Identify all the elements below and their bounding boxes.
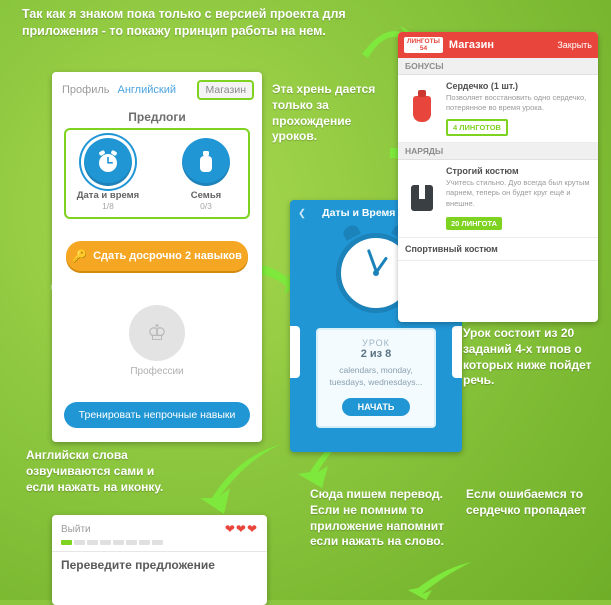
arrow-to-hearts	[406, 560, 476, 600]
lesson-words: calendars, monday, tuesdays, wednesdays...	[329, 365, 423, 387]
divider	[52, 551, 267, 552]
phone-shop	[398, 32, 598, 322]
exit-button[interactable]: Выйти	[61, 523, 91, 535]
tab-english[interactable]: Английский	[117, 84, 176, 96]
professions-block[interactable]	[52, 305, 262, 377]
side-tab-right	[452, 326, 462, 378]
intro-note: Так как я знаком пока только с версией проекта для приложения - то покажу принцип работы на нем.	[22, 7, 346, 38]
heart-icon: ❤❤❤	[224, 522, 258, 536]
key-icon: 🔑	[72, 249, 88, 263]
potion-icon	[405, 81, 439, 136]
chevron-left-icon[interactable]: ❮	[298, 207, 306, 219]
callout-translate: Сюда пишем перевод. Если не помним то приложение напомнит если нажать на слово.	[310, 487, 444, 549]
shop-item-next[interactable]	[398, 238, 598, 261]
shop-item-desc: Учитесь стильно. Дуо всегда был крутым парнем, теперь он будет круг ещё и внешне.	[446, 178, 590, 208]
shop-item-desc: Позволяет восстановить одно сердечко, потерянное во время урока.	[446, 93, 587, 113]
professions-label: Профессии	[130, 366, 184, 377]
skill-progress: 0/3	[200, 201, 212, 211]
callout-lesson: Урок состоит из 20 заданий 4-х типов о которых ниже пойдет речь.	[463, 326, 592, 388]
arrow-to-translate	[196, 440, 286, 520]
lesson-number: 2 из 8	[360, 348, 392, 360]
callout-shop: Эта хрень дается только за прохождение уроков.	[272, 82, 376, 144]
bottle-icon	[182, 138, 230, 186]
lingot-count: 54	[419, 45, 428, 52]
alarm-clock-icon	[84, 138, 132, 186]
side-tab-left	[290, 326, 300, 378]
tab-bar	[52, 72, 262, 104]
shop-item-title: Строгий костюм	[446, 166, 519, 177]
phone-skill-tree	[52, 72, 262, 442]
skill-name: Семья	[190, 190, 222, 201]
skill-item-family[interactable]	[170, 138, 242, 211]
crown-icon: ♔	[129, 305, 185, 361]
shop-section-outfits: НАРЯДЫ	[398, 143, 598, 160]
lesson-title: Даты и Время	[322, 207, 396, 219]
progress-bar	[52, 538, 267, 551]
practice-button[interactable]: Тренировать непрочные навыки	[64, 402, 250, 428]
skill-item-date-time[interactable]	[72, 138, 144, 211]
shop-item-price[interactable]: 20 ЛИНГОТА	[446, 217, 502, 230]
shop-button[interactable]: Магазин	[197, 80, 254, 100]
shop-item-suit[interactable]	[398, 160, 598, 237]
skill-name: Дата и время	[76, 190, 140, 201]
test-out-label: Сдать досрочно 2 навыков	[93, 250, 242, 262]
lesson-kicker: УРОК	[362, 338, 390, 348]
lingot-badge	[404, 37, 443, 54]
shop-item-heart[interactable]	[398, 75, 598, 143]
close-button[interactable]: Закрыть	[557, 40, 592, 50]
suit-icon	[405, 166, 439, 230]
shop-section-bonuses: БОНУСЫ	[398, 58, 598, 75]
tab-profile[interactable]: Профиль	[62, 84, 110, 96]
phone-translate	[52, 515, 267, 605]
section-title: Предлоги	[128, 110, 186, 124]
callout-heart: Если ошибаемся то сердечко пропадает	[466, 487, 587, 517]
shop-item-title: Сердечко (1 шт.)	[446, 81, 518, 91]
lingot-label: ЛИНГОТЫ	[407, 37, 440, 45]
exercise-question: Переведите предложение	[61, 558, 215, 572]
exercise-header	[52, 515, 267, 538]
clock-center	[373, 270, 379, 276]
test-out-button[interactable]	[66, 241, 248, 271]
lesson-card	[316, 328, 436, 428]
bell-left	[341, 223, 361, 241]
shop-item-price[interactable]: 4 ЛИНГОТОВ	[446, 119, 508, 136]
callout-audio: Английски слова озвучиваются сами и если нажать на иконку.	[26, 448, 164, 494]
shop-title: Магазин	[448, 39, 495, 51]
clock-hand-minute	[366, 249, 377, 273]
skill-row	[64, 128, 250, 219]
skill-progress: 1/8	[102, 201, 114, 211]
shop-item-title: Спортивный костюм	[405, 243, 498, 254]
shop-header	[398, 32, 598, 58]
start-button[interactable]: НАЧАТЬ	[342, 398, 411, 416]
